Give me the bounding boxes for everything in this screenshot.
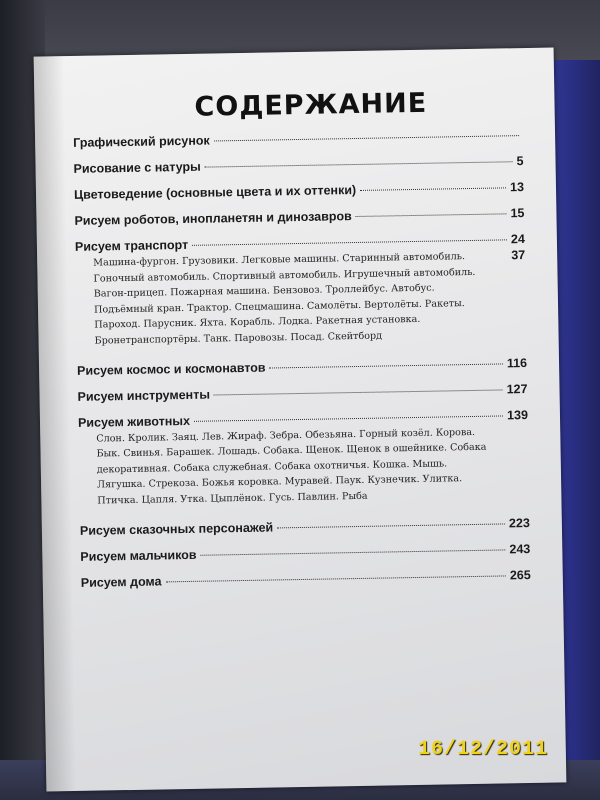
toc-entry-tools [77,382,527,404]
dot-leader [201,549,506,555]
toc-entry-title: Рисуем инструменты [77,387,211,404]
toc-page-number: 5 [516,154,524,169]
toc-page-number: 13 [509,180,525,195]
toc-entry-description: Слон. Кролик. Заяц. Лев. Жираф. Зебра. Обезьяна. Горный козёл. Корова. Бык. Свинья. Барашек. Лошадь. Собака. Щенок. Щенок в ошейнике. Собака декоративная. Собака служебная. Собака охотничья. Кошка. Мышь. Лягушка. Стрекоза. Божья коровка. Муравей. Паук. Кузнечик. Улитка. Птичка. Цапля. Утка. Цыплёнок. Гусь. Павлин. Рыба [96,426,487,507]
dot-leader [214,389,503,395]
book-page [34,48,567,792]
toc-entry-graphic [73,128,523,150]
dot-leader [277,523,505,528]
dot-leader [270,363,503,368]
dot-leader [166,575,506,582]
toc-page-number: 15 [510,206,525,221]
toc-entry-houses [81,568,531,590]
toc-page-number: 24 [510,232,526,247]
page-title: СОДЕРЖАНИЕ [194,87,428,123]
dot-leader [205,161,513,167]
toc-entry-title: Рисование с натуры [73,159,201,176]
toc-page-number: 223 [508,515,530,530]
toc-entry-space [77,356,527,378]
toc-entry-boys [80,542,530,564]
toc-entry-title: Рисуем транспорт [74,237,189,254]
toc-entry-animals [78,408,530,510]
dot-leader [356,213,507,217]
toc-entry-title: Графический рисунок [73,133,210,150]
toc-entry-title: Цветоведение (основные цвета и их оттенки) [73,182,357,202]
toc-page-number: 265 [509,567,531,582]
toc-page-number: 127 [506,381,528,396]
toc-entry-title: Рисуем дома [80,573,162,590]
toc-page-number: 37 [511,248,526,263]
toc-entry-robots [74,206,524,228]
toc-entry-title: Рисуем сказочных персонажей [79,520,274,538]
toc-entry-title: Рисуем мальчиков [80,547,197,564]
toc-entry-title: Рисуем роботов, инопланетян и динозавров [74,209,352,228]
dot-leader [192,239,507,245]
dot-leader [360,187,506,191]
camera-date-stamp: 16/12/2011 [418,738,549,761]
dot-leader [194,415,503,421]
toc-entry-description: Машина-фургон. Грузовики. Легковые машины. Старинный автомобиль. Гоночный автомобиль. Спортивный автомобиль. Игрушечный автомобиль. Вагон-прицеп. Пожарная машина. Бензовоз. Троллейбус. Автобус. Подъёмный кран. Трактор. Спецмашина. Самолёты. Вертолёты. Ракеты. Пароход. Парусник. Яхта. Корабль. Лодка. Ракетная установка. Бронетранспортёры. Танк. Паровозы. Посад. Скейтборд [93,251,476,347]
toc-page-number: 243 [509,541,531,556]
toc-entry-fairy-tale [80,516,530,538]
toc-entry-title: Рисуем животных [77,413,191,430]
toc-entry-transport-list [75,248,527,349]
toc-page-number: 116 [506,355,528,370]
table-of-contents [73,128,531,601]
toc-entry-nature [73,154,523,176]
toc-page-number: 139 [506,407,529,422]
dot-leader [214,135,519,141]
toc-entry-colors [74,180,524,202]
toc-entry-title: Рисуем космос и космонавтов [76,360,266,378]
